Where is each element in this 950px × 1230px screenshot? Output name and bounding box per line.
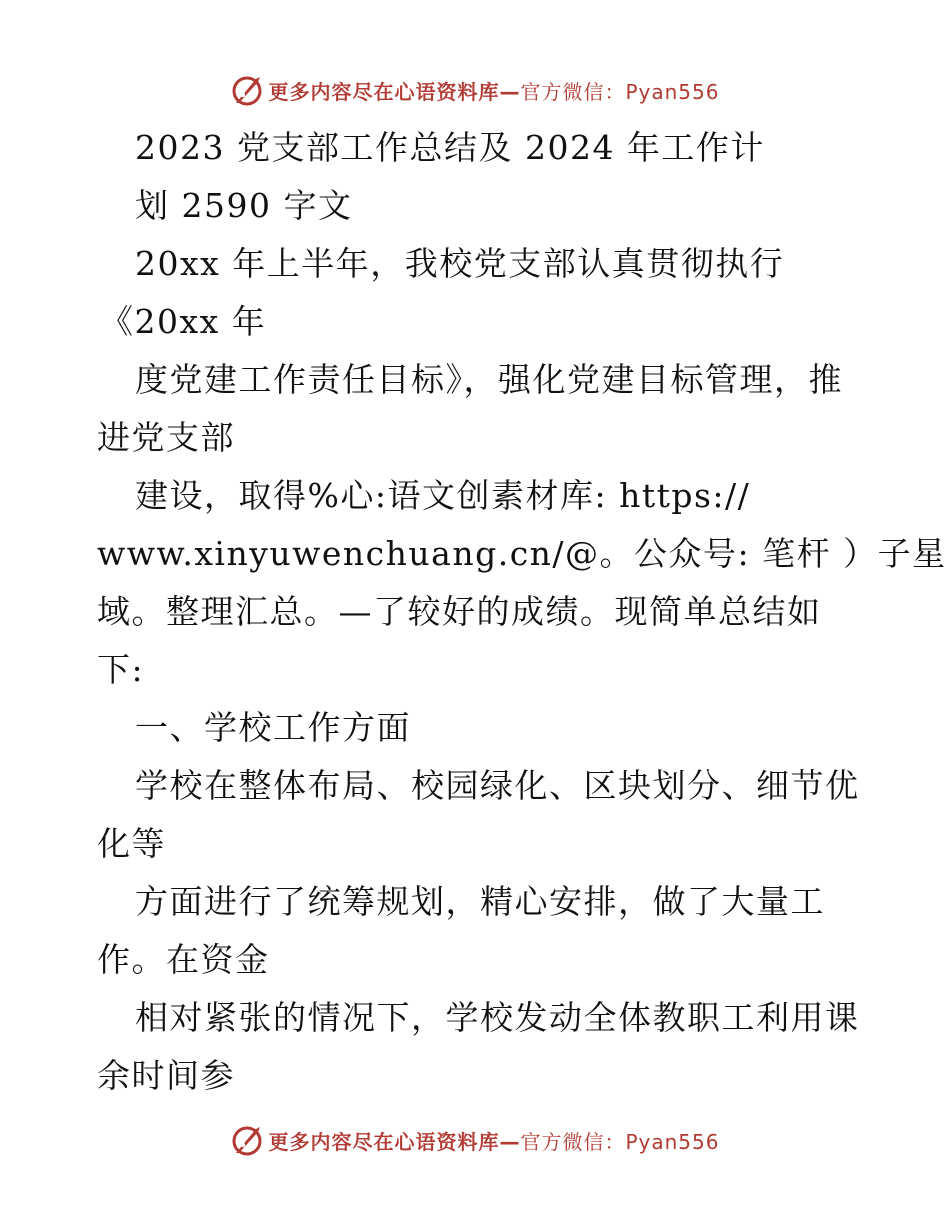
doc-line: 学校在整体布局、校园绿化、区块划分、细节优 [135, 766, 860, 805]
doc-line: 余时间参 [97, 1056, 235, 1095]
doc-line: 方面进行了统筹规划，精心安排，做了大量工 [135, 882, 825, 921]
doc-line: 2023 党支部工作总结及 2024 年工作计 [135, 128, 765, 167]
doc-line: www.xinyuwenchuang.cn/@。公众号: 笔杆 ）子星 [97, 534, 947, 573]
header-banner-text [268, 76, 719, 105]
footer-banner [0, 1120, 950, 1160]
section-heading: 一、学校工作方面 [135, 708, 411, 747]
doc-line: 度党建工作责任目标》，强化党建目标管理，推 [135, 360, 843, 399]
doc-line: 化等 [97, 824, 166, 863]
doc-line: 建设，取得%心:语文创素材库: https:// [135, 476, 751, 515]
doc-line: 下: [97, 650, 145, 689]
quill-pen-logo-icon [230, 1123, 264, 1157]
header-banner-wechat: 官方微信：Pyan556 [520, 79, 720, 104]
doc-line: 域。整理汇总。—了较好的成绩。现简单总结如 [97, 592, 822, 631]
header-banner-slogan: 更多内容尽在心语资料库— [268, 79, 521, 104]
header-banner [0, 70, 950, 110]
doc-line: 《20xx 年 [100, 302, 267, 341]
footer-banner-text [268, 1126, 719, 1155]
footer-banner-slogan: 更多内容尽在心语资料库— [268, 1129, 521, 1154]
doc-line: 20xx 年上半年，我校党支部认真贯彻执行 [135, 244, 785, 283]
doc-line: 进党支部 [97, 418, 235, 457]
doc-line: 划 2590 字文 [135, 186, 353, 225]
doc-line: 相对紧张的情况下，学校发动全体教职工利用课 [135, 998, 860, 1037]
footer-banner-wechat: 官方微信：Pyan556 [520, 1129, 720, 1154]
quill-pen-logo-icon [230, 73, 264, 107]
doc-line: 作。在资金 [97, 940, 270, 979]
